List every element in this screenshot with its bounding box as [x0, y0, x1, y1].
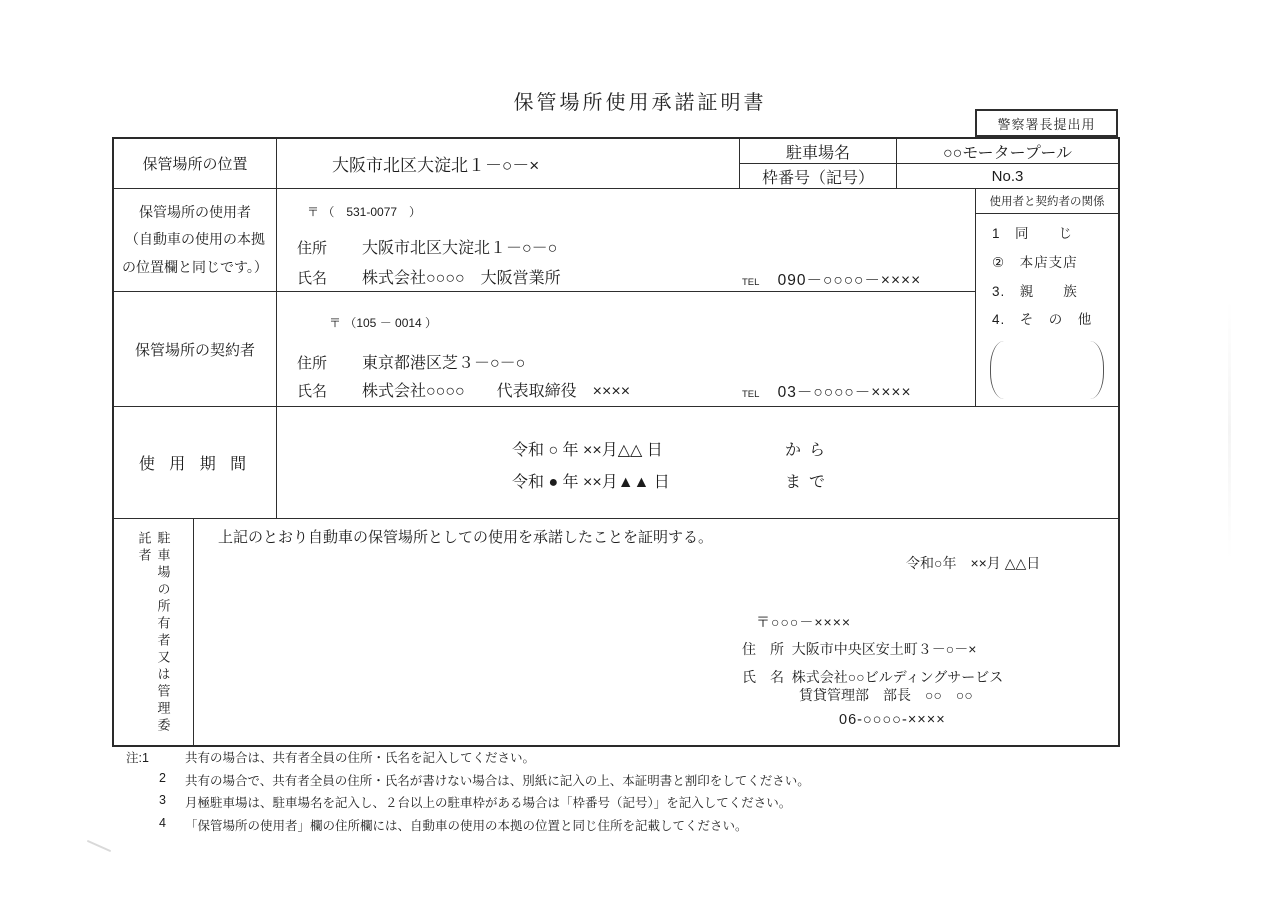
contractor-name-label: 氏名: [297, 383, 328, 400]
contractor-tel-value: 03－○○○○－××××: [777, 384, 912, 401]
contractor-tel: [742, 380, 912, 402]
parking-name-label: 駐車場名: [740, 139, 897, 164]
storage-location-value: 大阪市北区大淀北１－○－×: [277, 139, 740, 189]
storage-contractor-fields: [277, 292, 975, 407]
form-table: [112, 137, 1120, 747]
contractor-name-value: 株式会社○○○○ 代表取締役 ××××: [362, 383, 631, 400]
period-to-date: 令和 ● 年 ××月▲▲ 日: [512, 474, 670, 491]
period-to-suffix: まで: [785, 474, 834, 491]
note-number: 2: [159, 770, 166, 785]
storage-user-label-line2: （自動車の使用の本拠: [125, 231, 265, 248]
note-number: 3: [159, 793, 166, 807]
certification-statement: 上記のとおり自動車の保管場所としての使用を承諾したことを証明する。: [218, 529, 714, 546]
owner-address-row: [742, 639, 976, 659]
relation-option-other: 4. そ の 他: [992, 312, 1093, 327]
owner-vertical-label-text: 駐車場の所有者又は管理委託者: [136, 531, 171, 735]
contractor-postal-code: 〒 （105 － 0014 ）: [329, 316, 438, 330]
slot-number-value: No.3: [897, 164, 1118, 189]
note-row-3: [126, 793, 1126, 816]
user-name-value: 株式会社○○○○ 大阪営業所: [362, 270, 561, 287]
owner-certification-area: [194, 519, 1118, 745]
user-tel-value: 090－○○○○－××××: [777, 272, 922, 289]
blank-bracket: [976, 339, 1118, 401]
note-number: 注:1: [126, 751, 149, 765]
police-submission-box: [975, 109, 1118, 137]
owner-address-label: 住 所: [742, 641, 784, 657]
contractor-tel-label: TEL: [742, 389, 760, 400]
owner-name-row: [742, 667, 1003, 687]
note-text: 共有の場合は、共有者全員の住所・氏名を記入してください。: [185, 751, 536, 765]
page-title: 保管場所使用承諾証明書: [513, 92, 767, 114]
bracket-right: [1088, 341, 1104, 399]
storage-user-label-line1: 保管場所の使用者: [139, 204, 251, 221]
user-name-label: 氏名: [297, 270, 328, 287]
relation-header: 使用者と契約者の関係: [976, 189, 1118, 214]
owner-name-value: 株式会社○○ビルディングサービス: [791, 669, 1004, 685]
relation-option-same: 1 同 じ: [992, 226, 1074, 241]
user-tel: [742, 268, 921, 290]
bracket-left: [990, 341, 1006, 399]
note-row-2: [126, 771, 1126, 794]
note-text: 共有の場合で、共有者全員の住所・氏名が書けない場合は、別紙に記入の上、本証明書と割印をしてください。: [185, 773, 810, 788]
owner-address-value: 大阪市中央区安土町３－○－×: [791, 641, 977, 657]
owner-vertical-label: [114, 519, 194, 745]
slot-number-label: 枠番号（記号）: [740, 164, 897, 189]
user-contractor-relation-box: [975, 189, 1118, 407]
relation-option-branch-selected: ② 本店支店: [992, 255, 1078, 270]
storage-user-label-line3: の位置欄と同じです。）: [122, 258, 268, 275]
usage-period-fields: [277, 407, 1118, 519]
note-row-4: [126, 816, 1126, 839]
note-text: 「保管場所の使用者」欄の住所欄には、自動車の使用の本拠の位置と同じ住所を記載してください。: [185, 818, 748, 833]
certification-date: 令和○年 ××月 △△日: [906, 555, 1041, 571]
user-tel-label: TEL: [742, 277, 760, 288]
user-address-value: 大阪市北区大淀北１－○－○: [362, 240, 558, 257]
scan-artifact: [1228, 300, 1231, 560]
owner-postal-code: 〒○○○－××××: [756, 614, 852, 630]
owner-name-line2: 賃貸管理部 部長 ○○ ○○: [799, 687, 973, 703]
scan-artifact: [87, 840, 112, 852]
footer-notes: [126, 748, 1126, 838]
usage-period-label: 使 用 期 間: [114, 407, 277, 519]
relation-option-relative: 3. 親 族: [992, 284, 1078, 299]
owner-name-label: 氏 名: [742, 669, 784, 685]
note-number: 4: [159, 815, 166, 830]
storage-contractor-label: 保管場所の契約者: [114, 292, 277, 407]
parking-name-value: ○○モータープール: [897, 139, 1118, 164]
contractor-address-value: 東京都港区芝３－○－○: [362, 355, 526, 372]
user-postal-code: 〒 （ 531-0077 ）: [307, 205, 422, 219]
storage-user-label: [114, 189, 277, 292]
period-from-date: 令和 ○ 年 ××月△△ 日: [512, 442, 663, 459]
note-text: 月極駐車場は、駐車場名を記入し、２台以上の駐車枠がある場合は「枠番号（記号）」を記入してください。: [185, 796, 792, 810]
owner-phone: 06-○○○○-××××: [839, 712, 946, 728]
period-from-suffix: から: [785, 442, 834, 459]
user-address-label: 住所: [297, 240, 328, 257]
storage-location-label: 保管場所の位置: [114, 139, 277, 189]
storage-user-fields: [277, 189, 975, 292]
note-row-1: [126, 748, 1126, 771]
police-submission-label: 警察署長提出用: [997, 116, 1096, 132]
contractor-address-label: 住所: [297, 355, 328, 372]
